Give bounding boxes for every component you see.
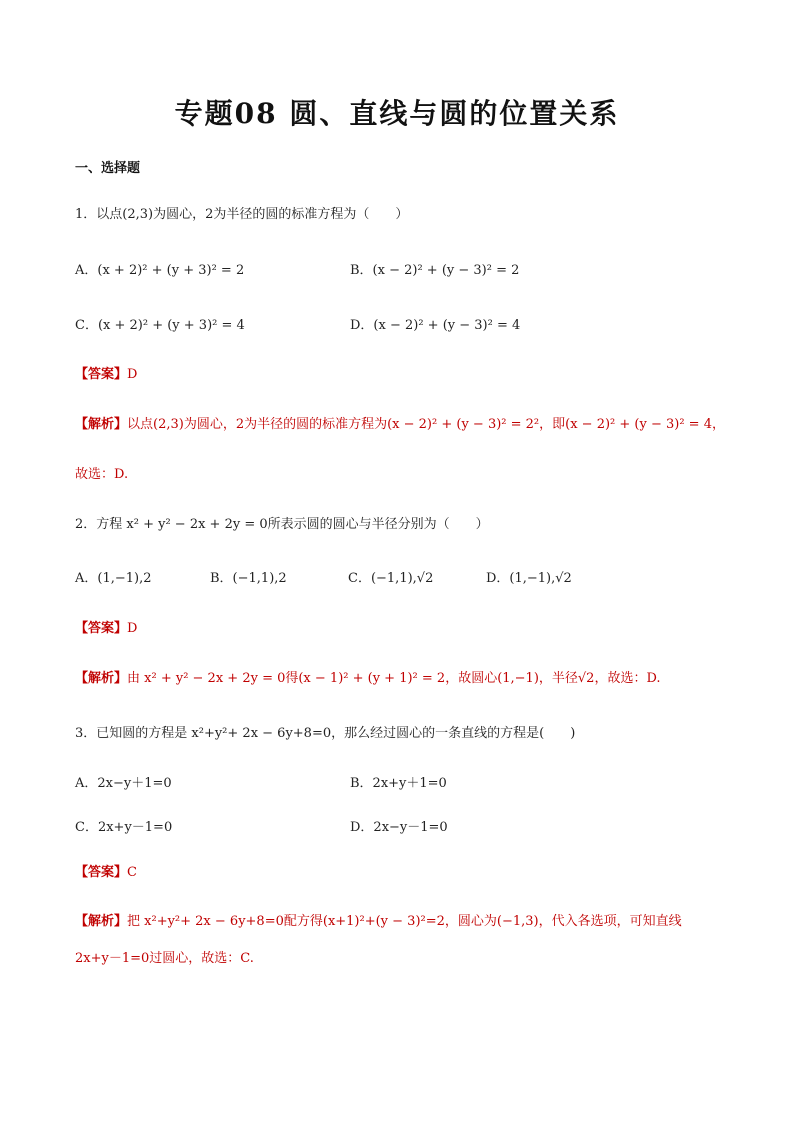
answer-value: D (127, 621, 138, 636)
analysis-text: 把 x²+y²+ 2x − 6y+8=0配方得(x+1)²+(y − 3)²=2，圆心为(−1,3)，代入各选项，可知直线 (127, 914, 682, 929)
q3-option-c: C．2x+y－1=0 (75, 820, 173, 835)
q2-option-d: D．(1,−1),√2 (486, 571, 572, 586)
q2-option-c: C．(−1,1),√2 (348, 571, 434, 586)
q1-option-c: C．(x + 2)² + (y + 3)² = 4 (75, 318, 245, 333)
q1-answer (75, 366, 137, 384)
analysis-text: 由 x² + y² − 2x + 2y = 0得(x − 1)² + (y + 1)² = 2，故圆心(1,−1)，半径√2，故选：D. (127, 671, 661, 686)
q1-option-d: D．(x − 2)² + (y − 3)² = 4 (350, 318, 521, 333)
q3-analysis-cont: 2x+y－1=0过圆心，故选：C. (75, 951, 254, 966)
page-title: 专题08 圆、直线与圆的位置关系 (174, 97, 620, 130)
q3-answer (75, 864, 137, 882)
q2-answer (75, 620, 137, 638)
analysis-tag: 【解析】 (75, 671, 128, 686)
q3-stem: 3．已知圆的方程是 x²+y²+ 2x − 6y+8=0，那么经过圆心的一条直线的方程是( ) (75, 726, 576, 741)
section-heading: 一、选择题 (75, 161, 141, 176)
answer-value: C (127, 865, 137, 880)
analysis-tag: 【解析】 (75, 417, 128, 432)
q3-option-d: D．2x−y－1=0 (350, 820, 448, 835)
q1-option-b: B．(x − 2)² + (y − 3)² = 2 (350, 263, 520, 278)
q1-option-a: A．(x + 2)² + (y + 3)² = 2 (75, 263, 245, 278)
analysis-text: 以点(2,3)为圆心，2为半径的圆的标准方程为(x − 2)² + (y − 3)² = 2²，即(x − 2)² + (y − 3)² = 4， (127, 417, 725, 432)
q3-option-b: B．2x+y＋1=0 (350, 776, 447, 791)
answer-tag: 【答案】 (75, 865, 128, 880)
answer-tag: 【答案】 (75, 367, 128, 382)
q2-stem: 2．方程 x² + y² − 2x + 2y = 0所表示圆的圆心与半径分别为（ ） (75, 517, 489, 532)
q1-analysis-cont: 故选：D. (75, 467, 129, 482)
q2-option-a: A．(1,−1),2 (75, 571, 152, 586)
q1-analysis (75, 416, 725, 434)
answer-value: D (127, 367, 138, 382)
q3-option-a: A．2x−y＋1=0 (75, 776, 172, 791)
q1-stem: 1．以点(2,3)为圆心，2为半径的圆的标准方程为（ ） (75, 207, 409, 222)
q2-option-b: B．(−1,1),2 (210, 571, 287, 586)
q3-analysis (75, 913, 682, 931)
answer-tag: 【答案】 (75, 621, 128, 636)
q2-analysis (75, 670, 661, 688)
analysis-tag: 【解析】 (75, 914, 128, 929)
